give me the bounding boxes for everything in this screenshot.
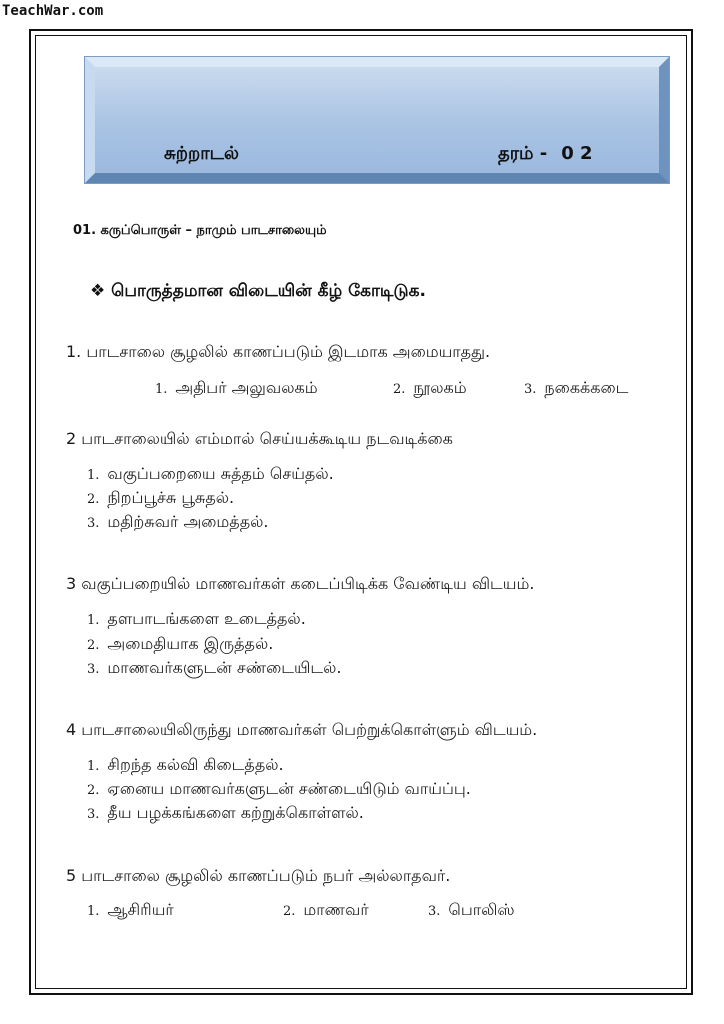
option-text: பொலிஸ் bbox=[448, 900, 515, 919]
q4-option-2 bbox=[87, 779, 471, 800]
q1-option-1 bbox=[155, 378, 318, 399]
q5-option-3 bbox=[428, 900, 515, 921]
q4-option-1 bbox=[87, 755, 284, 776]
option-text: ஏனைய மாணவர்களுடன் சண்டையிடும் வாய்ப்பு. bbox=[107, 779, 471, 798]
q5-option-1 bbox=[87, 900, 174, 921]
question-1: 1. பாடசாலை சூழலில் காணப்படும் இடமாக அமையாதது. bbox=[66, 342, 491, 361]
option-number: 2. bbox=[283, 904, 296, 919]
option-text: நிறப்பூச்சு பூசுதல். bbox=[107, 488, 235, 507]
question-5: 5 பாடசாலை சூழலில் காணப்படும் நபர் அல்லாதவர். bbox=[66, 866, 451, 885]
option-text: அமைதியாக இருத்தல். bbox=[107, 634, 274, 653]
q3-option-2 bbox=[87, 634, 273, 655]
option-text: அதிபர் அலுவலகம் bbox=[175, 378, 318, 397]
option-text: மாணவர்களுடன் சண்டையிடல். bbox=[107, 658, 342, 677]
grade-number: 0 2 bbox=[561, 143, 593, 164]
option-text: வகுப்பறையை சுத்தம் செய்தல். bbox=[107, 464, 334, 483]
option-text: தீய பழக்கங்களை கற்றுக்கொள்ளல். bbox=[107, 803, 364, 822]
site-watermark: TeachWar.com bbox=[2, 3, 104, 19]
option-number: 1. bbox=[87, 468, 100, 483]
question-2: 2 பாடசாலையில் எம்மால் செய்யக்கூடிய நடவடிக்கை bbox=[66, 429, 453, 448]
option-text: சிறந்த கல்வி கிடைத்தல். bbox=[107, 755, 284, 774]
option-text: நகைக்கடை bbox=[544, 378, 629, 397]
q2-option-1 bbox=[87, 464, 334, 485]
option-number: 3. bbox=[87, 662, 100, 677]
instruction: ❖ பொருத்தமான விடையின் கீழ் கோடிடுக. bbox=[90, 281, 426, 301]
option-number: 3. bbox=[428, 904, 441, 919]
q1-option-2 bbox=[393, 378, 467, 399]
q1-option-3 bbox=[524, 378, 628, 399]
option-number: 2. bbox=[87, 492, 100, 507]
option-text: மதிற்சுவர் அமைத்தல். bbox=[107, 512, 269, 531]
option-number: 2. bbox=[87, 638, 100, 653]
option-number: 2. bbox=[87, 783, 100, 798]
option-number: 3. bbox=[524, 382, 537, 397]
question-3: 3 வகுப்பறையில் மாணவர்கள் கடைப்பிடிக்க வேண்டிய விடயம். bbox=[66, 574, 535, 593]
q4-option-3 bbox=[87, 803, 364, 824]
option-text: மாணவர் bbox=[303, 900, 369, 919]
subject-title: சுற்றாடல் bbox=[164, 143, 239, 164]
option-text: ஆசிரியர் bbox=[107, 900, 174, 919]
topic-heading: 01. கருப்பொருள் – நாமும் பாடசாலையும் bbox=[73, 223, 327, 238]
option-number: 1. bbox=[87, 904, 100, 919]
option-number: 3. bbox=[87, 807, 100, 822]
q2-option-3 bbox=[87, 512, 268, 533]
q2-option-2 bbox=[87, 488, 234, 509]
grade-label bbox=[498, 143, 593, 166]
option-number: 1. bbox=[87, 613, 100, 628]
question-4: 4 பாடசாலையிலிருந்து மாணவர்கள் பெற்றுக்கொள்ளும் விடயம். bbox=[66, 720, 538, 739]
grade-text: தரம் - bbox=[498, 143, 548, 164]
option-number: 1. bbox=[87, 759, 100, 774]
option-text: தளபாடங்களை உடைத்தல். bbox=[107, 609, 306, 628]
q3-option-3 bbox=[87, 658, 342, 679]
option-number: 1. bbox=[155, 382, 168, 397]
option-number: 2. bbox=[393, 382, 406, 397]
option-number: 3. bbox=[87, 516, 100, 531]
q5-option-2 bbox=[283, 900, 369, 921]
q3-option-1 bbox=[87, 609, 306, 630]
option-text: நூலகம் bbox=[413, 378, 467, 397]
